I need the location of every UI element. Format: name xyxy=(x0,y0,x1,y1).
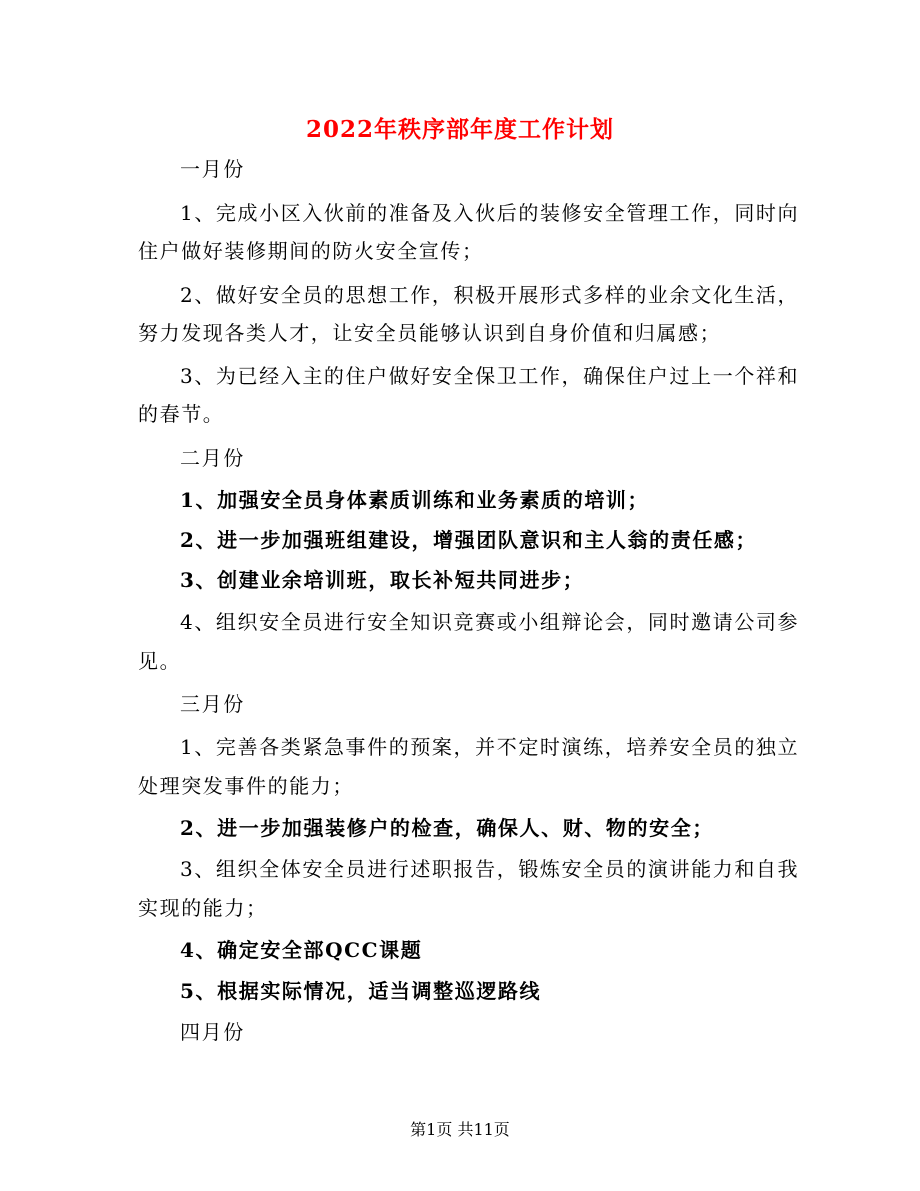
month-heading-january: 一月份 xyxy=(180,157,245,181)
month-heading-february: 二月份 xyxy=(180,446,245,470)
paragraph-line: 处理突发事件的能力； xyxy=(138,774,354,798)
paragraph-line: 2、进一步加强班组建设，增强团队意识和主人翁的责任感； xyxy=(180,528,758,552)
paragraph-line: 3、组织全体安全员进行述职报告，锻炼安全员的演讲能力和自我 xyxy=(180,857,800,881)
paragraph-line: 1、完善各类紧急事件的预案，并不定时演练，培养安全员的独立 xyxy=(180,735,800,759)
paragraph-line: 实现的能力； xyxy=(138,896,268,920)
paragraph-line: 的春节。 xyxy=(138,402,225,426)
paragraph-line: 3、创建业余培训班，取长补短共同进步； xyxy=(180,568,585,592)
paragraph-line: 2、进一步加强装修户的检查，确保人、财、物的安全； xyxy=(180,816,714,840)
paragraph-line: 努力发现各类人才，让安全员能够认识到自身价值和归属感； xyxy=(138,321,722,345)
paragraph-line: 2、做好安全员的思想工作，积极开展形式多样的业余文化生活， xyxy=(180,283,800,307)
page-number: 第1页 共11页 xyxy=(410,1120,510,1139)
paragraph-line: 3、为已经入主的住户做好安全保卫工作，确保住户过上一个祥和 xyxy=(180,364,800,388)
paragraph-line: 4、确定安全部QCC课题 xyxy=(180,938,423,962)
paragraph-line: 住户做好装修期间的防火安全宣传； xyxy=(138,239,484,263)
paragraph-line: 4、组织安全员进行安全知识竞赛或小组辩论会，同时邀请公司参 xyxy=(180,610,800,634)
month-heading-march: 三月份 xyxy=(180,692,245,716)
paragraph-line: 1、完成小区入伙前的准备及入伙后的装修安全管理工作，同时向 xyxy=(180,201,800,225)
paragraph-line: 1、加强安全员身体素质训练和业务素质的培训； xyxy=(180,488,650,512)
month-heading-april: 四月份 xyxy=(180,1020,245,1044)
document-title: 2022年秩序部年度工作计划 xyxy=(305,116,614,143)
paragraph-line: 见。 xyxy=(138,649,182,673)
paragraph-line: 5、根据实际情况，适当调整巡逻路线 xyxy=(180,979,542,1003)
